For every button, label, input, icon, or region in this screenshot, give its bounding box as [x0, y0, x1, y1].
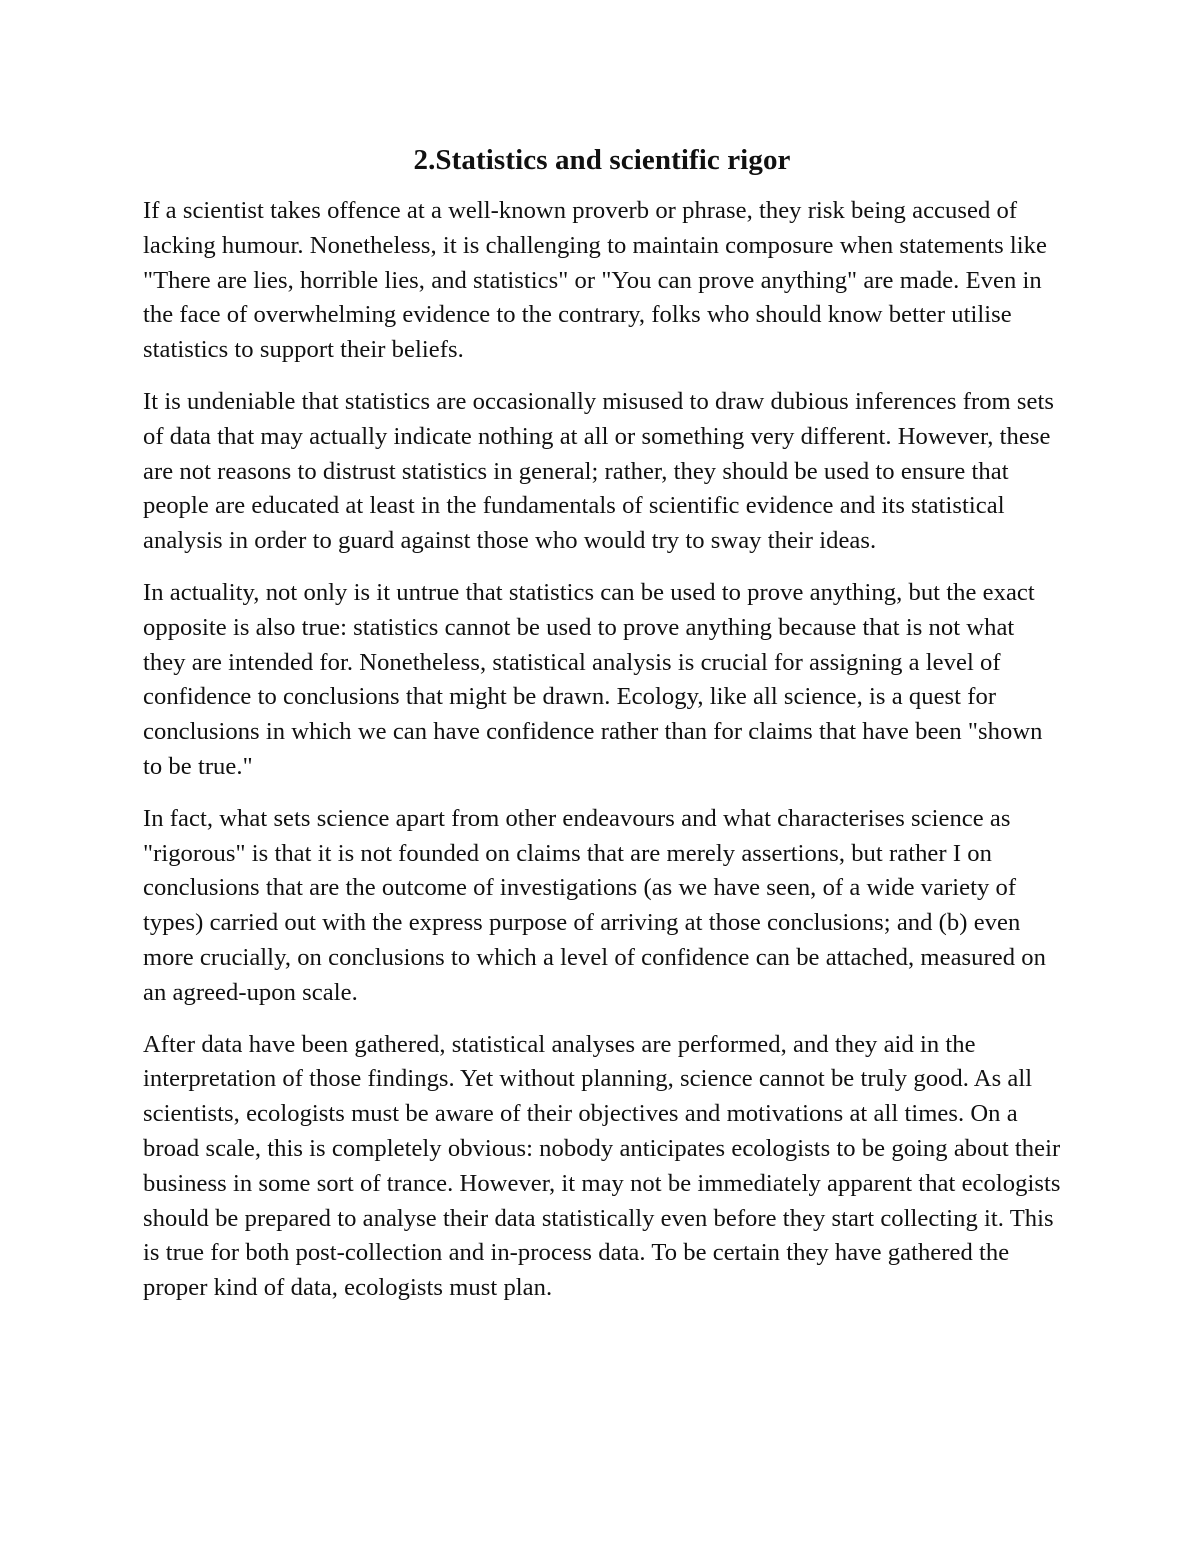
- document-content: [143, 140, 1061, 1323]
- paragraph-3: In actuality, not only is it untrue that statistics can be used to prove anything, but the exact opposite is also true: statistics cannot be used to prove anything because that is not what they are intended for. Nonetheless, statistical analysis is crucial for assigning a level of confidence to conclusions that might be drawn. Ecology, like all science, is a quest for conclusions in which we can have confidence rather than for claims that have been "shown to be true.": [143, 578, 1043, 780]
- paragraph-5: After data have been gathered, statistical analyses are performed, and they aid in the interpretation of those findings. Yet without planning, science cannot be truly good. As all scientists, ecologists must be aware of their objectives and motivations at all times. On a broad scale, this is completely obvious: nobody anticipates ecologists to be going about their business in some sort of trance. However, it may not be immediately apparent that ecologists should be prepared to analyse their data statistically even before they start collecting it. This is true for both post-collection and in-process data. To be certain they have gathered the proper kind of data, ecologists must plan.: [143, 1030, 1061, 1302]
- paragraph-4: In fact, what sets science apart from other endeavours and what characterises science as "rigorous" is that it is not founded on claims that are merely assertions, but rather I on conclusions that are the outcome of investigations (as we have seen, of a wide variety of types) carried out with the express purpose of arriving at those conclusions; and (b) even more crucially, on conclusions to which a level of confidence can be attached, measured on an agreed-upon scale.: [143, 804, 1046, 1006]
- paragraph-1: If a scientist takes offence at a well-known proverb or phrase, they risk being accused of lacking humour. Nonetheless, it is challenging to maintain composure when statements like "There are lies, horrible lies, and statistics" or "You can prove anything" are made. Even in the face of overwhelming evidence to the contrary, folks who should know better utilise statistics to support their beliefs.: [143, 197, 1047, 364]
- paragraph-2: It is undeniable that statistics are occasionally misused to draw dubious inferences from sets of data that may actually indicate nothing at all or something very different. However, these are not reasons to distrust statistics in general; rather, they should be used to ensure that people are educated at least in the fundamentals of scientific evidence and its statistical analysis in order to guard against those who would try to sway their ideas.: [143, 387, 1055, 555]
- page-title: 2.Statistics and scientific rigor: [413, 144, 791, 176]
